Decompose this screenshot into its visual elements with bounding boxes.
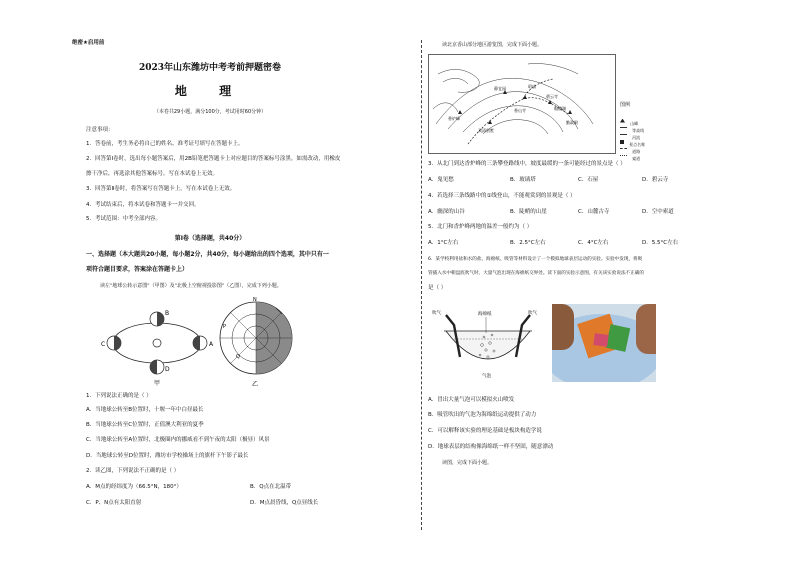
map-label: 勤政殿 bbox=[566, 120, 578, 125]
note-item: 1．答卷前，考生务必将自己的姓名、准考证号填写在答题卡上。 bbox=[86, 141, 244, 147]
label-d: D bbox=[165, 366, 170, 373]
photo-hand-left bbox=[552, 304, 574, 350]
exam-title: 2023年山东潍坊中考考前押题密卷 bbox=[138, 63, 282, 73]
subject-title: 地 理 bbox=[174, 84, 246, 98]
q1-option-d: D．当地球公转至D位置时，潍坊市学校操场上的旗杆下午影子最长 bbox=[86, 453, 249, 459]
map-label: 静宜园 bbox=[494, 86, 506, 91]
q5-option-b: B．2.5°C左右 bbox=[510, 240, 546, 246]
orbit-figure bbox=[100, 295, 215, 387]
map-intro: 读北京香山部分地区游览图，完成下面小题。 bbox=[442, 42, 543, 48]
label-q: Q bbox=[236, 354, 240, 360]
q2-option-a: A．M点的经纬度为（66.5°N，180°） bbox=[86, 484, 182, 490]
q3-option-b: B．玻璃塔 bbox=[510, 177, 536, 183]
map-label: 昭庙 bbox=[528, 84, 536, 89]
note-item: 2．回答第Ⅰ卷时，选出每小题答案后，用2B铅笔把答题卡上对应题目的答案标号涂黑。如需改动，用橡皮 bbox=[86, 156, 341, 162]
note-item: 5．考试范围：中考全部内容。 bbox=[86, 216, 162, 222]
map-label: 香山寺 bbox=[514, 108, 526, 113]
sun-icon bbox=[153, 339, 161, 347]
diagram-label: 气泡 bbox=[482, 374, 491, 379]
legend-label: 索道 bbox=[632, 156, 641, 161]
polar-figure bbox=[216, 296, 296, 388]
q5-option-d: D．5.5°C左右 bbox=[642, 240, 679, 246]
earth-a bbox=[193, 336, 207, 350]
q3-option-c: C．石屋 bbox=[578, 177, 599, 183]
q1-option-c: C．当地球公转至A位置时，北极圈内的挪威看不到午夜的太阳（极昼）风景 bbox=[86, 437, 270, 443]
q2-option-b: B．Q点在北温带 bbox=[250, 484, 292, 490]
q4-stem: 4．若选择三条线路中的①线登山，不能观赏到的景观是（ ） bbox=[428, 193, 576, 199]
column-divider bbox=[421, 40, 422, 530]
earth-b bbox=[150, 312, 164, 326]
note-item: 4．考试结束后，将本试卷和答题卡一并交回。 bbox=[86, 202, 200, 208]
q5-stem: 5．北门和香炉峰两地的温差一般约为（ ） bbox=[428, 224, 533, 230]
note-item: 3．回答第Ⅱ卷时，将答案写在答题卡上。写在本试卷上无效。 bbox=[86, 186, 236, 192]
next-intro: 读图，完成下面小题。 bbox=[442, 460, 493, 466]
figure-intro: 读左"地球公转示意图"（甲图）及"北极上空俯视投影图"（乙图），完成下列小题。 bbox=[100, 283, 282, 289]
section-title-line1: 一、选择题（本大题共20小题，每小题2分，共40分，每小题给出的四个选项，其中只有一 bbox=[86, 251, 329, 258]
legend-label: 山峰 bbox=[630, 121, 639, 126]
part1-heading: 第Ⅰ卷（选择题，共40分） bbox=[174, 235, 246, 242]
q6-option-a: A．冒出大量气泡可以模拟火山喷发 bbox=[428, 397, 515, 403]
label-yi: 乙 bbox=[252, 381, 259, 388]
cableway-icon bbox=[620, 155, 627, 156]
legend-label: 道路 bbox=[632, 149, 641, 154]
q3-option-a: A．鬼见愁 bbox=[428, 177, 454, 183]
map-label: 眼镜湖 bbox=[554, 106, 566, 111]
legend-label: 等高线 bbox=[632, 128, 645, 133]
q2-stem: 2．读乙图，下列说法不正确的是（ ） bbox=[86, 468, 180, 474]
q1-option-b: B．当地球公转至C位置时，正值澳大利亚的夏季 bbox=[86, 422, 204, 428]
notes-heading: 注意事项： bbox=[86, 127, 114, 133]
q6-stem-line1: 6．某学校利用盐和水的盐、海绵纸、吸管等材料设计了一个模拟地球表层运动的实验。实验中发现，将吸 bbox=[428, 257, 643, 262]
map-label: 香炉峰 bbox=[448, 116, 460, 121]
label-c: C bbox=[101, 341, 106, 348]
map-legend bbox=[620, 102, 654, 108]
label-p: P bbox=[223, 324, 227, 330]
label-a: A bbox=[209, 341, 214, 348]
q3-stem: 3．从北门到达香炉峰的三条攀登路线中，坡度最缓的一条可能经过的景点是（ ） bbox=[428, 161, 626, 167]
diagram-label: 海绵纸 bbox=[478, 312, 492, 317]
earth-d bbox=[150, 360, 164, 374]
label-n: N bbox=[253, 297, 257, 303]
experiment-diagram bbox=[432, 305, 544, 383]
legend-title: 图例 bbox=[620, 102, 631, 108]
q2-option-c: C．P、N点有太阳直射 bbox=[86, 500, 142, 506]
map-label: 双清别墅 bbox=[478, 128, 494, 133]
q6-option-d: D．地球表层的结构像海绵纸一样不坚固，随意漂动 bbox=[428, 444, 554, 450]
q6-stem-line3: 是（ ） bbox=[428, 285, 447, 291]
xiangshan-map bbox=[428, 54, 616, 154]
earth-c bbox=[107, 336, 121, 350]
q4-option-c: C．山麓古寺 bbox=[578, 209, 610, 215]
q5-option-c: C．4°C左右 bbox=[578, 240, 609, 246]
photo-hand-right bbox=[636, 304, 656, 354]
q6-option-b: B．吸管吹出的气泡为海绵纸运动提供了动力 bbox=[428, 412, 537, 418]
q2-option-d: D．M点晨昏线，Q点昼线长 bbox=[250, 500, 319, 506]
label-b: B bbox=[165, 310, 170, 317]
label-jia: 甲 bbox=[154, 380, 161, 387]
orbit-ellipse bbox=[113, 323, 201, 363]
note-item: 擦干净后，再选涂其他答案标号。写在本试卷上无效。 bbox=[86, 171, 219, 177]
q4-option-a: A．幽深的山谷 bbox=[428, 209, 465, 215]
q3-option-d: D．碧云寺 bbox=[642, 177, 669, 183]
map-label: 碧云寺 bbox=[546, 94, 558, 99]
score-note: （本卷共29小题，满分100分，考试用时60分钟） bbox=[153, 109, 267, 115]
legend-label: 河流 bbox=[632, 135, 641, 140]
q1-stem: 1．下列说法正确的是（ ） bbox=[86, 393, 152, 399]
secret-label: 绝密★启用前 bbox=[72, 40, 105, 46]
diagram-label: 吹气 bbox=[432, 311, 441, 316]
q1-option-a: A．当地球公转至B位置时，十堰一年中白昼最长 bbox=[86, 407, 204, 413]
legend-label: 景点名称 bbox=[629, 142, 646, 147]
q5-option-a: A．1°C左右 bbox=[428, 240, 459, 246]
q6-stem-line2: 管插入水中朝盘底吹气时，大量气泡出现在海绵纸交界处。读下面的实验示意图，有关该实验说法不正确的 bbox=[428, 271, 644, 276]
photo-sponge-red bbox=[593, 333, 609, 347]
diagram-label: 吹气 bbox=[528, 311, 537, 316]
q6-option-c: C．可以解释该实验的理论基础是板块构造学说 bbox=[428, 428, 542, 434]
section-title-line2: 项符合题目要求，答案涂在答题卡上） bbox=[86, 266, 189, 273]
q4-option-b: B．陡峭的山崖 bbox=[510, 209, 547, 215]
q4-option-d: D．空中索道 bbox=[642, 209, 674, 215]
experiment-photo bbox=[552, 304, 656, 382]
